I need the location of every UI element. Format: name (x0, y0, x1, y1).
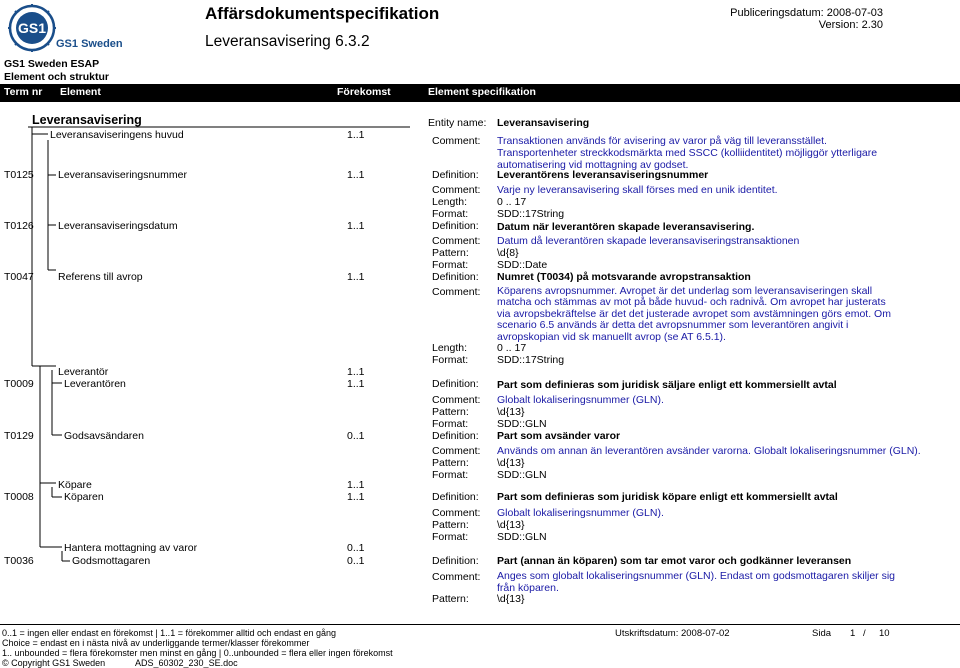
spec-value: SDD::Date (497, 259, 548, 271)
col-element: Element (60, 86, 101, 98)
spec-label: Definition: (432, 555, 479, 567)
spec-value: Leverantörens leveransaviseringsnummer (497, 169, 709, 181)
element-name: Leverantören (64, 378, 126, 390)
spec-label: Format: (432, 469, 469, 481)
spec-label: Pattern: (432, 247, 469, 259)
svg-text:GS1: GS1 (17, 20, 47, 36)
term-number: T0036 (4, 555, 34, 567)
term-number: T0009 (4, 378, 34, 390)
page-number: 1 (850, 628, 856, 639)
spec-label: Comment: (432, 184, 481, 196)
section-title: Element och struktur (4, 71, 110, 83)
spec-label: Definition: (432, 271, 479, 283)
document-title: Affärsdokumentspecifikation (205, 4, 440, 23)
footer-docname: ADS_60302_230_SE.doc (135, 658, 238, 668)
term-number: T0129 (4, 430, 34, 442)
page-label: Sida (812, 628, 832, 639)
spec-value: SDD::17String (497, 354, 565, 366)
spec-value: 0 .. 17 (497, 342, 527, 354)
footer-legend-1: 0..1 = ingen eller endast en förekomst | 1..1 = förekommer alltid och endast en gång (2, 628, 337, 638)
spec-value: Globalt lokaliseringsnummer (GLN). (497, 394, 664, 406)
spec-value: SDD::17String (497, 208, 565, 220)
element-name: Köparen (64, 491, 104, 503)
spec-value: \d{13} (497, 457, 525, 469)
occurrence: 0..1 (347, 542, 365, 554)
element-name: Köpare (58, 479, 92, 491)
occurrence: 1..1 (347, 366, 365, 378)
spec-label: Format: (432, 354, 469, 366)
spec-value: 0 .. 17 (497, 196, 527, 208)
spec-value: Globalt lokaliseringsnummer (GLN). (497, 507, 664, 519)
spec-value: Part som avsänder varor (497, 430, 621, 442)
element-name: Godsmottagaren (72, 555, 151, 567)
spec-value: Datum när leverantören skapade leveransavisering. (497, 221, 755, 233)
spec-value: \d{13} (497, 519, 525, 531)
spec-label: Format: (432, 531, 469, 543)
spec-label: Format: (432, 208, 469, 220)
spec-value: \d{13} (497, 593, 525, 605)
spec-value: Datum då leverantören skapade leveransaviseringstransaktionen (497, 235, 800, 247)
spec-label: Pattern: (432, 457, 469, 469)
spec-label: Definition: (432, 430, 479, 442)
element-name: Leveransaviseringsnummer (58, 169, 187, 181)
element-name: Leveransaviseringsdatum (58, 220, 178, 232)
occurrence: 1..1 (347, 491, 365, 503)
publication-date: Publiceringsdatum: 2008-07-03 (730, 7, 883, 19)
spec-value: Köparens avropsnummer. Avropet är det underlag som leveransaviseringen skall matcha och stämmas av mot på både huvud- och radnivå. Om avropet har justerats via avropsbekräftelse är det det justerade avropet som avstämningen görs emot. Om scenario 6.5 används är detta det avropsnummer som leverantören angivit i avropskopian vid sk manuellt avrop (se AT 6.5.1). (497, 285, 891, 343)
footer-divider (0, 624, 960, 625)
spec-value: Part som definieras som juridisk köpare enligt ett kommersiellt avtal (497, 491, 838, 503)
spec-label: Definition: (432, 378, 479, 390)
spec-value: Transaktionen används för avisering av varor på väg till leveransstället. Transportenheter streckkodsmärkta med SSCC (kolliidentitet) möjliggör ytterligare automatisering vid mottagning av godset. (497, 135, 878, 171)
spec-label: Definition: (432, 169, 479, 181)
element-name: Godsavsändaren (64, 430, 144, 442)
version: Version: 2.30 (818, 19, 883, 31)
spec-label: Comment: (432, 571, 481, 583)
occurrence: 1..1 (347, 479, 365, 491)
element-name: Hantera mottagning av varor (64, 542, 198, 554)
root-element: Leveransavisering (32, 113, 142, 127)
occurrence: 0..1 (347, 555, 365, 567)
spec-value: Varje ny leveransavisering skall förses med en unik identitet. (497, 184, 778, 196)
spec-value: Numret (T0034) på motsvarande avropstransaktion (497, 271, 751, 283)
spec-label: Length: (432, 196, 468, 208)
term-number: T0126 (4, 220, 34, 232)
spec-label: Comment: (432, 445, 481, 457)
col-forekomst: Förekomst (337, 86, 391, 98)
spec-value: Anges som globalt lokaliseringsnummer (GLN). Endast om godsmottagaren skiljer sig från köparen. (497, 570, 896, 594)
spec-label: Comment: (432, 235, 481, 247)
spec-label: Definition: (432, 220, 479, 232)
occurrence: 1..1 (347, 169, 365, 181)
element-name: Leverantör (58, 366, 109, 378)
spec-label: Comment: (432, 286, 481, 298)
spec-label: Format: (432, 259, 469, 271)
print-date: Utskriftsdatum: 2008-07-02 (615, 628, 730, 639)
spec-value: Part som definieras som juridisk säljare enligt ett kommersiellt avtal (497, 379, 837, 391)
occurrence: 1..1 (347, 378, 365, 390)
spec-value: SDD::GLN (497, 531, 547, 543)
spec-label: Comment: (432, 507, 481, 519)
term-number: T0125 (4, 169, 34, 181)
footer-legend-3: 1.. unbounded = flera förekomster men minst en gång | 0..unbounded = flera eller ingen förekomst (2, 648, 393, 658)
page-total: 10 (879, 628, 890, 639)
occurrence: 0..1 (347, 430, 365, 442)
entity-value: Leveransavisering (497, 117, 590, 129)
org-name: GS1 Sweden ESAP (4, 58, 100, 70)
spec-label: Comment: (432, 394, 481, 406)
spec-value: Part (annan än köparen) som tar emot varor och godkänner leveransen (497, 555, 852, 567)
spec-value: Används om annan än leverantören avsänder varorna. Globalt lokaliseringsnummer (GLN). (497, 445, 921, 457)
element-name: Referens till avrop (58, 271, 143, 283)
spec-value: \d{8} (497, 247, 519, 259)
entity-label: Entity name: (428, 117, 487, 129)
spec-label: Comment: (432, 135, 481, 147)
document-subtitle: Leveransavisering 6.3.2 (205, 33, 370, 50)
occurrence: 1..1 (347, 220, 365, 232)
element-name: Leveransaviseringens huvud (50, 129, 184, 141)
occurrence: 1..1 (347, 129, 365, 141)
page-separator: / (863, 628, 866, 639)
col-term: Term nr (4, 86, 43, 98)
spec-label: Format: (432, 418, 469, 430)
spec-value: \d{13} (497, 406, 525, 418)
spec-label: Length: (432, 342, 468, 354)
logo-text: GS1 Sweden (56, 38, 123, 50)
spec-value: SDD::GLN (497, 469, 547, 481)
footer-legend-2: Choice = endast en i nästa nivå av underliggande termer/klasser förekommer (2, 638, 310, 648)
spec-label: Pattern: (432, 593, 469, 605)
term-number: T0008 (4, 491, 34, 503)
occurrence: 1..1 (347, 271, 365, 283)
col-spec: Element specifikation (428, 86, 536, 98)
spec-label: Pattern: (432, 519, 469, 531)
spec-label: Pattern: (432, 406, 469, 418)
footer-copyright: © Copyright GS1 Sweden (2, 658, 106, 668)
spec-value: SDD::GLN (497, 418, 547, 430)
spec-label: Definition: (432, 491, 479, 503)
term-number: T0047 (4, 271, 34, 283)
